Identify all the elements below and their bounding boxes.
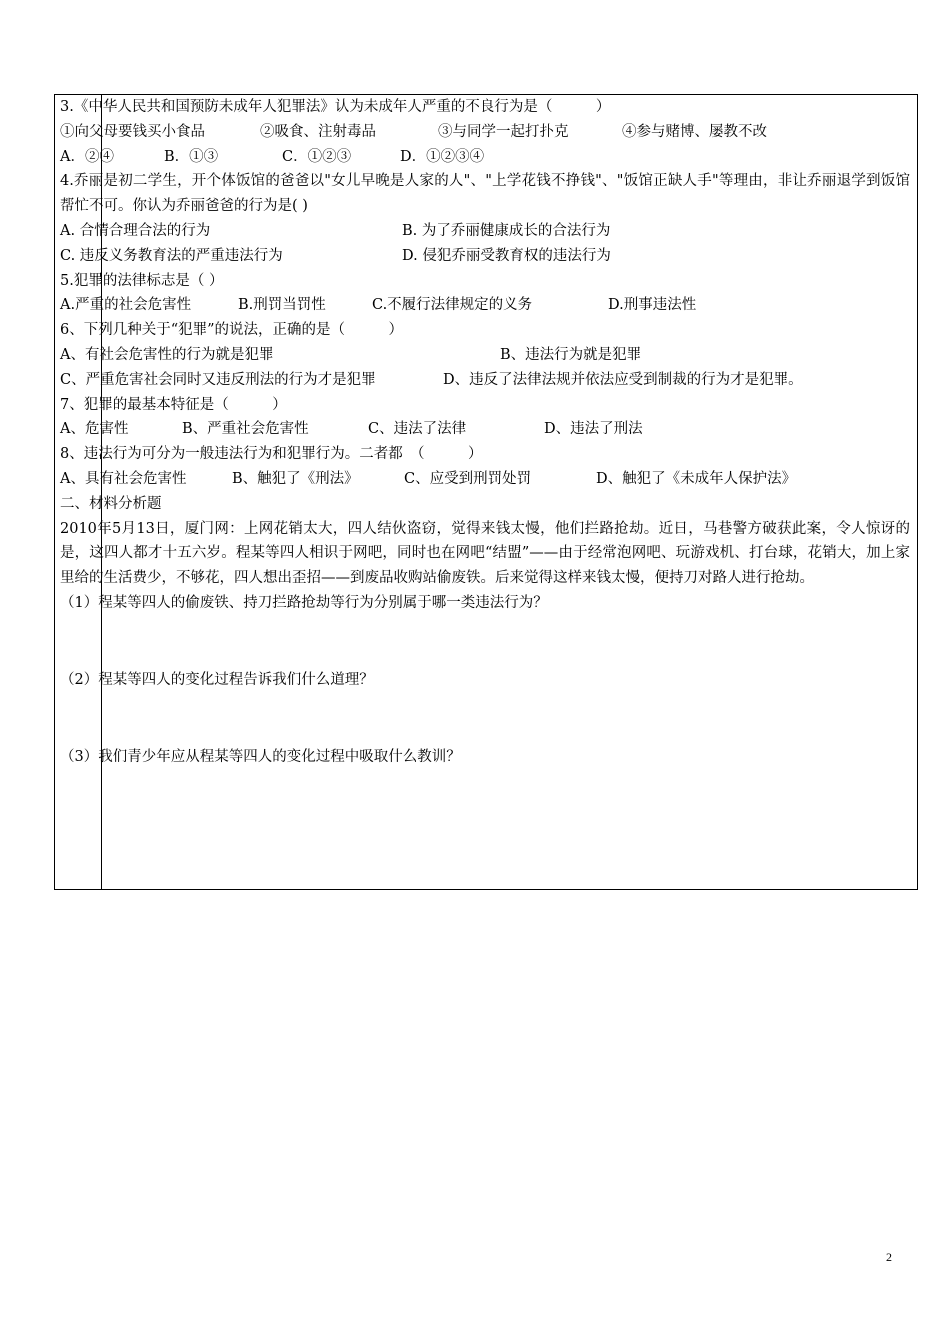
question-8-stem: 8、违法行为可分为一般违法行为和犯罪行为。二者都 （ ）: [60, 446, 483, 463]
page-number: 2: [886, 1250, 892, 1264]
question-3-items: [60, 120, 910, 145]
q3-option-a: A．②④: [60, 148, 114, 165]
q3-item-3: ③与同学一起打扑克: [438, 123, 569, 140]
q3-item-1: ①向父母要钱买小食品: [60, 123, 205, 140]
q3-item-4: ④参与赌博、屡教不改: [622, 123, 767, 140]
material-paragraph: 2010年5月13日，厦门网：上网花销太大，四人结伙盗窃，觉得来钱太慢，他们拦路抢劫。近日，马巷警方破获此案，令人惊讶的是，这四人都才十五六岁。程某等四人相识于网吧，同时也在网吧“结盟”——由于经常泡网吧、玩游戏机、打台球，花销大，加上家里给的生活费少，不够花，四人想出歪招——到废品收购站偷废铁。后来觉得这样来钱太慢，便持刀对路人进行抢劫。: [60, 520, 910, 587]
sub-question-3: （3）我们青少年应从程某等四人的变化过程中吸取什么教训？: [60, 748, 461, 765]
q5-option-d: D.刑事违法性: [608, 297, 697, 314]
q7-option-d: D、违法了刑法: [544, 421, 643, 438]
question-4-stem: 4.乔丽是初二学生，开个体饭馆的爸爸以"女儿早晚是人家的人"、"上学花钱不挣钱"、"饭馆正缺人手"等理由，非让乔丽退学到饭馆帮忙不可。你认为乔丽爸爸的行为是( ): [60, 173, 910, 215]
q6-option-b: B、违法行为就是犯罪: [500, 346, 642, 363]
q5-option-a: A.严重的社会危害性: [60, 297, 192, 314]
question-4-options-row-1: [60, 219, 910, 244]
answer-space-2: [60, 693, 910, 745]
question-5-options: [60, 293, 910, 318]
question-5-stem: 5.犯罪的法律标志是（ ）: [60, 272, 224, 289]
question-7-options: [60, 417, 910, 442]
q7-option-a: A、危害性: [60, 421, 129, 438]
q6-option-d: D、违反了法律法规并依法应受到制裁的行为才是犯罪。: [443, 371, 803, 388]
q8-option-a: A、具有社会危害性: [60, 470, 187, 487]
q3-option-b: B．①③: [164, 148, 219, 165]
q8-option-d: D、触犯了《未成年人保护法》: [596, 470, 797, 487]
question-8-options: [60, 467, 910, 492]
q4-option-a: A. 合情合理合法的行为: [60, 222, 211, 239]
q7-option-c: C、违法了法律: [368, 421, 467, 438]
q4-option-c: C. 违反义务教育法的严重违法行为: [60, 247, 283, 264]
q5-option-c: C.不履行法律规定的义务: [372, 297, 533, 314]
q4-option-d: D. 侵犯乔丽受教育权的违法行为: [402, 247, 611, 264]
q3-option-d: D．①②③④: [400, 148, 485, 165]
question-6-options-row-1: [60, 343, 910, 368]
q5-option-b: B.刑罚当罚性: [238, 297, 326, 314]
question-7-stem: 7、犯罪的最基本特征是（ ）: [60, 396, 287, 413]
question-4-options-row-2: [60, 244, 910, 269]
q6-option-c: C、严重危害社会同时又违反刑法的行为才是犯罪: [60, 371, 376, 388]
q6-option-a: A、有社会危害性的行为就是犯罪: [60, 346, 274, 363]
q3-option-c: C．①②③: [282, 148, 352, 165]
answer-space-1: [60, 616, 910, 668]
q4-option-b: B. 为了乔丽健康成长的合法行为: [402, 222, 611, 239]
section-2-heading: 二、材料分析题: [60, 495, 162, 512]
q7-option-b: B、严重社会危害性: [182, 421, 309, 438]
question-3-stem: 3.《中华人民共和国预防未成年人犯罪法》认为未成年人严重的不良行为是（ ）: [60, 99, 611, 115]
question-6-stem: 6、下列几种关于“犯罪”的说法，正确的是（ ）: [60, 322, 404, 339]
question-6-options-row-2: [60, 368, 910, 393]
q8-option-b: B、触犯了《刑法》: [232, 470, 359, 487]
sub-question-1: （1）程某等四人的偷废铁、持刀拦路抢劫等行为分别属于哪一类违法行为？: [60, 594, 548, 611]
q8-option-c: C、应受到刑罚处罚: [404, 470, 532, 487]
q3-item-2: ②吸食、注射毒品: [260, 123, 376, 140]
worksheet-content: [60, 95, 910, 769]
question-3-options: [60, 145, 910, 170]
sub-question-2: （2）程某等四人的变化过程告诉我们什么道理？: [60, 671, 374, 688]
